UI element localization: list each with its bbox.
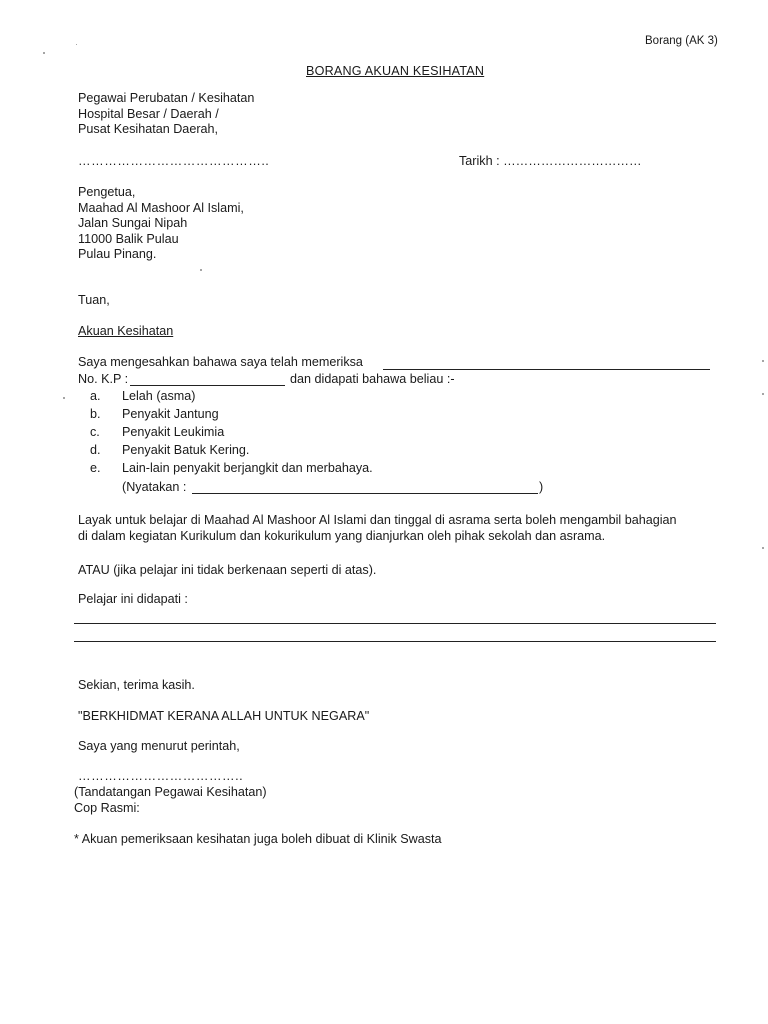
found-label: Pelajar ini didapati : xyxy=(78,592,188,606)
kp-label: No. K.P : xyxy=(78,372,129,386)
list-item-marker: d. xyxy=(90,443,101,457)
recipient-blank[interactable]: …………………………………….. xyxy=(78,154,270,168)
patient-name-field[interactable] xyxy=(383,369,710,370)
form-reference: Borang (AK 3) xyxy=(645,35,718,47)
sender-line: Jalan Sungai Nipah xyxy=(78,216,188,231)
sender-line: Maahad Al Mashoor Al Islami, xyxy=(78,200,244,215)
sender-line: Pulau Pinang. xyxy=(78,247,157,262)
footnote: * Akuan pemeriksaan kesihatan juga boleh dibuat di Klinik Swasta xyxy=(74,832,442,846)
kp-number-field[interactable] xyxy=(130,385,285,386)
scan-speck xyxy=(43,52,45,54)
recipient-line: Pusat Kesihatan Daerah, xyxy=(78,122,219,137)
specify-label: (Nyatakan : xyxy=(122,480,187,494)
sender-line: 11000 Balik Pulau xyxy=(78,231,179,246)
section-title: Akuan Kesihatan xyxy=(78,324,174,338)
list-item-marker: e. xyxy=(90,461,101,475)
date-field[interactable]: Tarikh : …………………………… xyxy=(459,154,642,168)
scan-speck xyxy=(762,393,764,395)
list-item-marker: b. xyxy=(90,407,101,421)
form-title: BORANG AKUAN KESIHATAN xyxy=(306,64,485,78)
sender-address xyxy=(78,185,244,263)
scan-speck xyxy=(762,547,764,549)
signature-field[interactable]: ……………………………….. xyxy=(78,769,244,783)
recipient-line: Pegawai Perubatan / Kesihatan xyxy=(78,91,255,105)
obedient-text: Saya yang menurut perintah, xyxy=(78,739,240,753)
recipient-line: Hospital Besar / Daerah / xyxy=(78,106,219,121)
finding-line-1[interactable] xyxy=(74,623,716,624)
sender-line: Pengetua, xyxy=(78,185,136,199)
list-item-text: Penyakit Jantung xyxy=(122,407,219,421)
kp-suffix: dan didapati bahawa beliau :- xyxy=(290,372,455,386)
closing-text: Sekian, terima kasih. xyxy=(78,678,195,692)
scan-speck xyxy=(76,44,77,45)
list-item-marker: a. xyxy=(90,389,101,403)
scan-speck xyxy=(762,360,764,362)
salutation: Tuan, xyxy=(78,293,110,307)
list-item-text: Penyakit Leukimia xyxy=(122,425,225,439)
stamp-label: Cop Rasmi: xyxy=(74,801,140,815)
eligibility-line: di dalam kegiatan Kurikulum dan kokurikulum yang dianjurkan oleh pihak sekolah dan asrama. xyxy=(78,529,606,544)
scan-speck xyxy=(200,269,202,271)
list-item-text: Lelah (asma) xyxy=(122,389,196,403)
list-item-text: Penyakit Batuk Kering. xyxy=(122,443,250,457)
list-item-marker: c. xyxy=(90,425,100,439)
motto-text: "BERKHIDMAT KERANA ALLAH UNTUK NEGARA" xyxy=(78,709,370,723)
recipient-address xyxy=(78,91,254,138)
eligibility-line: Layak untuk belajar di Maahad Al Mashoor Al Islami dan tinggal di asrama serta boleh mengambil bahagian xyxy=(78,513,677,527)
eligibility-paragraph xyxy=(78,512,677,545)
declaration-text: Saya mengesahkan bahawa saya telah memeriksa xyxy=(78,355,363,369)
specify-close: ) xyxy=(539,480,544,494)
signature-label: (Tandatangan Pegawai Kesihatan) xyxy=(74,785,267,799)
list-item-text: Lain-lain penyakit berjangkit dan merbahaya. xyxy=(122,461,373,475)
specify-field[interactable] xyxy=(192,493,538,494)
finding-line-2[interactable] xyxy=(74,641,716,642)
or-text: ATAU (jika pelajar ini tidak berkenaan seperti di atas). xyxy=(78,563,377,577)
scan-speck xyxy=(63,397,65,399)
